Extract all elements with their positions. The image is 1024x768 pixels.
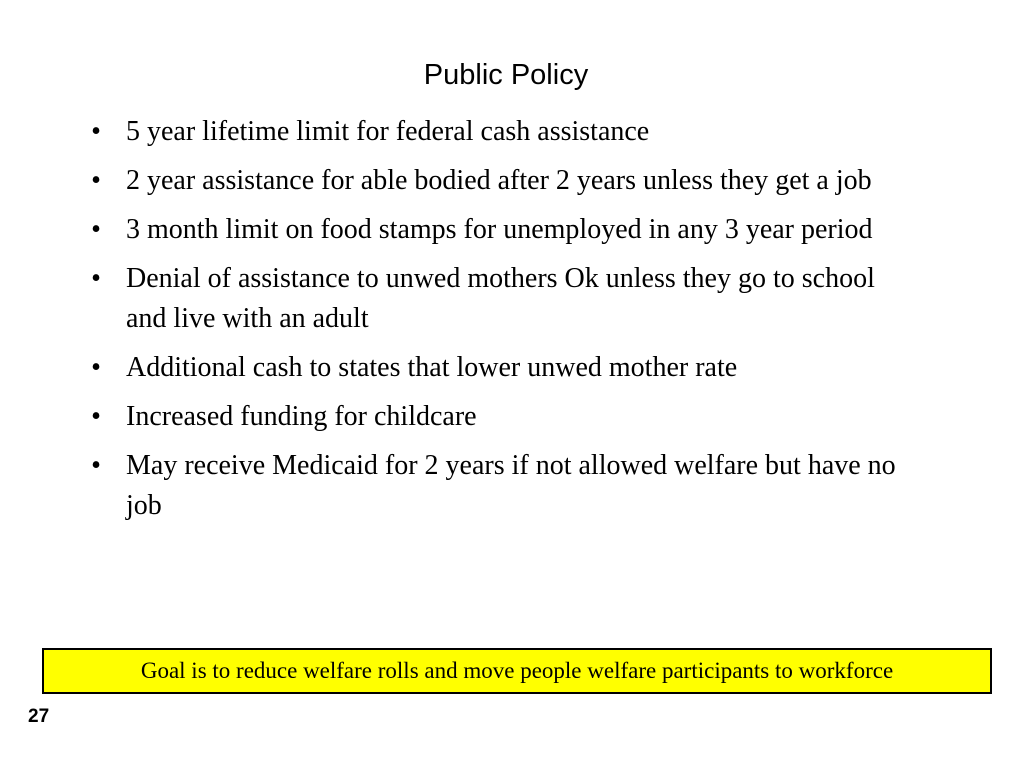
bullet-text: Denial of assistance to unwed mothers Ok unless they go to school and live with an adult (126, 263, 875, 334)
goal-callout-text: Goal is to reduce welfare rolls and move people welfare participants to workforce (140, 658, 894, 683)
bullet-icon: • (91, 165, 101, 196)
bullet-item (86, 259, 916, 339)
bullet-icon: • (91, 450, 101, 481)
bullet-list (86, 112, 916, 535)
bullet-item (86, 210, 916, 250)
bullet-text: 2 year assistance for able bodied after 2 years unless they get a job (126, 165, 872, 196)
goal-callout-box (42, 648, 992, 694)
bullet-text: May receive Medicaid for 2 years if not allowed welfare but have no job (126, 450, 896, 521)
slide-title: Public Policy (423, 59, 589, 91)
bullet-text: 5 year lifetime limit for federal cash assistance (126, 116, 650, 147)
bullet-icon: • (91, 352, 101, 383)
bullet-text: Increased funding for childcare (126, 401, 477, 432)
bullet-icon: • (91, 401, 101, 432)
bullet-item (86, 446, 916, 526)
bullet-item (86, 397, 916, 437)
bullet-item (86, 161, 916, 201)
bullet-item (86, 348, 916, 388)
bullet-item (86, 112, 916, 152)
bullet-text: 3 month limit on food stamps for unemployed in any 3 year period (126, 214, 873, 245)
bullet-text: Additional cash to states that lower unwed mother rate (126, 352, 738, 383)
page-number: 27 (28, 706, 50, 727)
bullet-icon: • (91, 263, 101, 294)
bullet-icon: • (91, 214, 101, 245)
bullet-icon: • (91, 116, 101, 147)
